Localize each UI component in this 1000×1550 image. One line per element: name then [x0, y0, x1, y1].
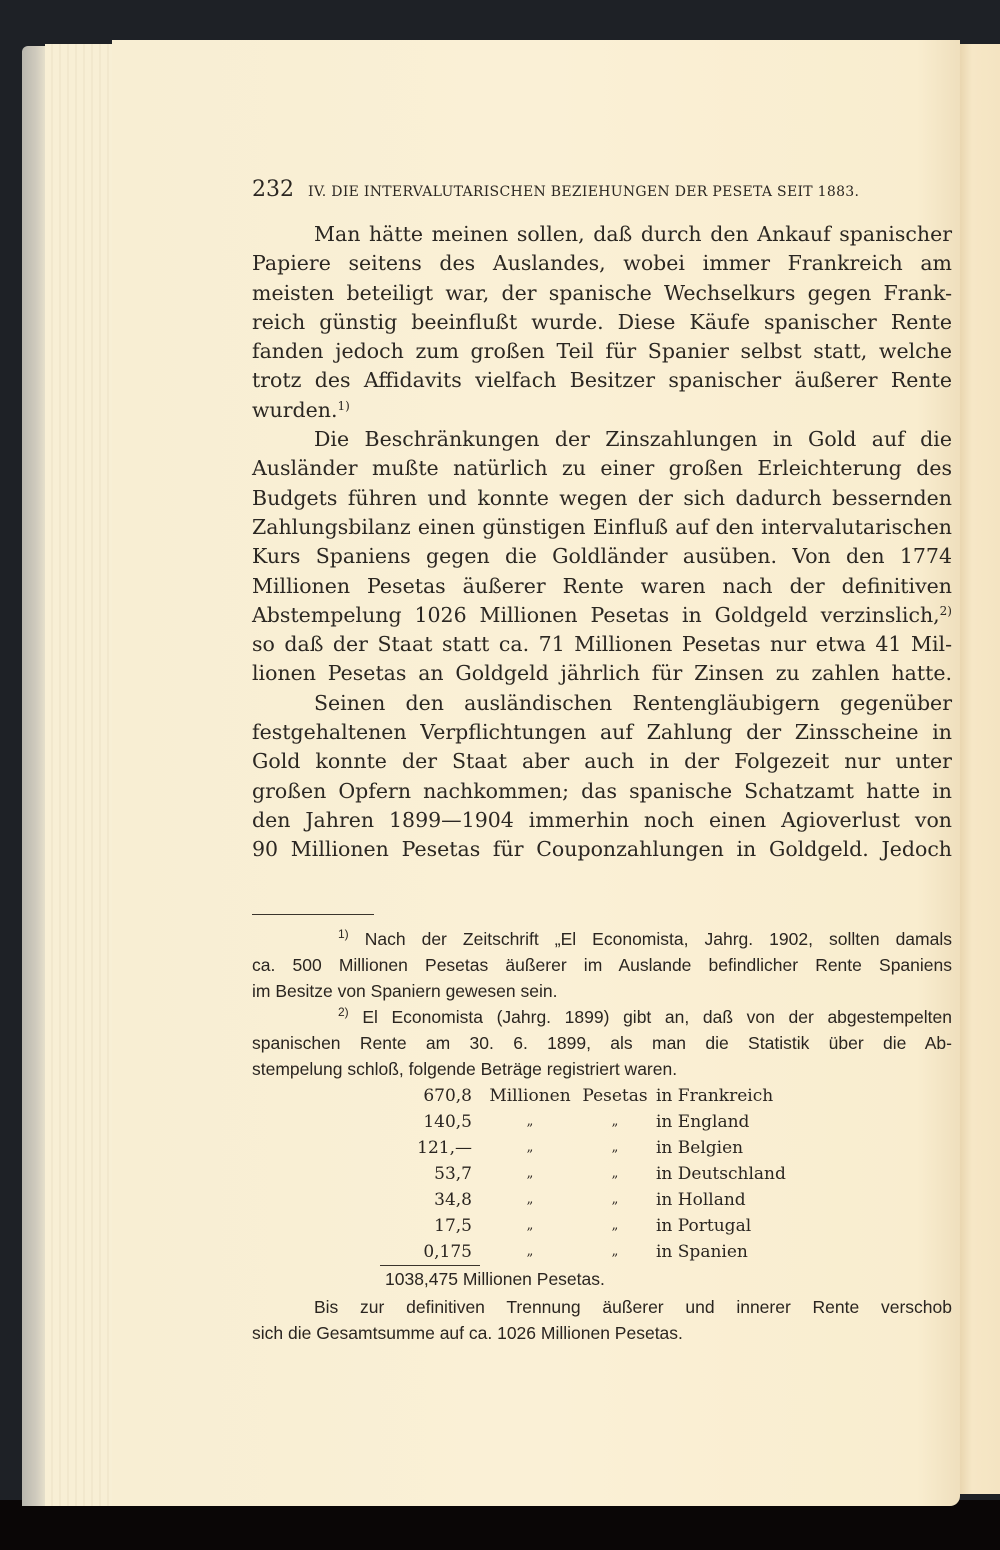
- ditto-mark: „: [611, 1192, 619, 1207]
- text-line: Ausländer mußte natürlich zu einer großen Erleichterung des: [252, 456, 952, 481]
- text-line: sich die Gesamtsumme auf ca. 1026 Millionen Pesetas.: [252, 1323, 683, 1343]
- amount-cell: 34,8: [434, 1190, 472, 1210]
- adjacent-page-edge: [960, 44, 1000, 1494]
- ditto-mark: „: [611, 1140, 619, 1155]
- footnote-ref-2[interactable]: 2): [939, 603, 952, 618]
- text-line: [252, 1004, 952, 1030]
- ditto-mark: „: [526, 1218, 534, 1233]
- text-line: Papiere seitens des Auslandes, wobei immer Frankreich am: [252, 251, 952, 276]
- footnote-marker-2: 2): [338, 1005, 349, 1019]
- ditto-mark: „: [526, 1192, 534, 1207]
- running-title: IV. DIE INTERVALUTARISCHEN BEZIEHUNGEN DER PESETA SEIT 1883.: [308, 184, 860, 200]
- main-text: [252, 220, 952, 865]
- text-line: [252, 926, 952, 952]
- text-line: [252, 396, 952, 425]
- text-line: reich günstig beeinflußt wurde. Diese Käufe spanischer Rente: [252, 309, 952, 334]
- running-header: [252, 177, 952, 202]
- text-line: im Besitze von Spaniern gewesen sein.: [252, 981, 558, 1001]
- scan-backdrop: [0, 1500, 1000, 1550]
- text-line: den Jahren 1899—1904 immerhin noch einen Agioverlust von: [252, 807, 952, 832]
- country-cell: in Frankreich: [656, 1086, 774, 1106]
- ditto-mark: „: [526, 1140, 534, 1155]
- ditto-mark: „: [526, 1166, 534, 1181]
- country-cell: in Portugal: [656, 1216, 752, 1236]
- text-line: fanden jedoch zum großen Teil für Spanier selbst statt, welche: [252, 339, 952, 364]
- amount-cell: 670,8: [423, 1086, 472, 1106]
- text-line: festgehaltenen Verpflichtungen auf Zahlung der Zinsscheine in: [252, 720, 952, 745]
- amount-cell: 140,5: [423, 1112, 472, 1132]
- paragraph-2: [252, 425, 952, 689]
- ditto-mark: „: [611, 1166, 619, 1181]
- country-cell: in Holland: [656, 1190, 746, 1210]
- amount-cell: 0,175: [380, 1239, 480, 1266]
- amount-cell: 53,7: [434, 1164, 472, 1184]
- footnote-2: [252, 1004, 952, 1082]
- paragraph-3: [252, 689, 952, 865]
- table-row: [380, 1135, 786, 1161]
- table-row: [380, 1109, 786, 1135]
- text-line: Budgets führen und konnte wegen der sich dadurch bessernden: [252, 485, 952, 510]
- text-line: Bis zur definitiven Trennung äußerer und innerer Rente verschob: [314, 1297, 952, 1317]
- footnote-1: [252, 926, 952, 1004]
- text-line: Kurs Spaniens gegen die Goldländer ausüben. Von den 1774: [252, 544, 952, 569]
- table-row: [380, 1187, 786, 1213]
- table-row: [380, 1083, 786, 1109]
- text-line: trotz des Affidavits vielfach Besitzer spanischer äußerer Rente: [252, 368, 952, 393]
- ditto-mark: „: [611, 1114, 619, 1129]
- amount-cell: 17,5: [434, 1216, 472, 1236]
- text-line: ca. 500 Millionen Pesetas äußerer im Auslande befindlicher Rente Spaniens: [252, 955, 952, 975]
- text-line: Zahlungsbilanz einen günstigen Einfluß auf den intervalutarischen: [252, 514, 952, 539]
- ditto-mark: „: [611, 1244, 619, 1260]
- table-row: [380, 1239, 786, 1266]
- country-cell: in Belgien: [656, 1138, 744, 1158]
- table-row: [380, 1161, 786, 1187]
- footnotes: [252, 926, 952, 1082]
- country-cell: in Deutschland: [656, 1164, 786, 1184]
- text-line: lionen Pesetas an Goldgeld jährlich für Zinsen zu zahlen hatte.: [252, 661, 952, 686]
- text-fragment: Nach der Zeitschrift „El Economista, Jahrg. 1902, sollten damals: [364, 929, 952, 949]
- rente-distribution-table: [380, 1083, 786, 1266]
- text-fragment: El Economista (Jahrg. 1899) gibt an, daß von der abgestempelten: [362, 1007, 952, 1027]
- text-line: 90 Millionen Pesetas für Couponzahlungen in Goldgeld. Jedoch: [252, 837, 952, 862]
- text-line: Man hätte meinen sollen, daß durch den Ankauf spanischer: [314, 222, 952, 246]
- text-line: Gold konnte der Staat aber auch in der Folgezeit nur unter: [252, 749, 952, 774]
- ditto-mark: „: [526, 1244, 534, 1260]
- ditto-mark: „: [611, 1218, 619, 1233]
- currency-cell: Pesetas: [582, 1086, 648, 1106]
- closing-note: [252, 1294, 952, 1346]
- unit-cell: Millionen: [489, 1086, 571, 1106]
- country-cell: in Spanien: [656, 1242, 748, 1263]
- page-number: 232: [252, 177, 294, 202]
- text-line: stempelung schloß, folgende Beträge registriert waren.: [252, 1059, 678, 1079]
- text-line: Seinen den ausländischen Rentengläubigern gegenüber: [314, 690, 952, 715]
- page-stack-lines: [45, 44, 115, 1506]
- amount-cell: 121,—: [417, 1138, 472, 1158]
- text-line: großen Opfern nachkommen; das spanische Schatzamt hatte in: [252, 778, 952, 803]
- text-line: Die Beschränkungen der Zinszahlungen in Gold auf die: [314, 427, 952, 452]
- text-line: spanischen Rente am 30. 6. 1899, als man die Statistik über die Ab-: [252, 1033, 952, 1053]
- paragraph-1: [252, 220, 952, 425]
- footnote-ref-1[interactable]: 1): [337, 398, 350, 413]
- ditto-mark: „: [526, 1114, 534, 1129]
- table-row: [380, 1213, 786, 1239]
- text-line: so daß der Staat statt ca. 71 Millionen Pesetas nur etwa 41 Mil-: [252, 632, 952, 657]
- text-fragment: wurden.: [252, 397, 338, 422]
- text-line: meisten beteiligt war, der spanische Wechselkurs gegen Frank-: [252, 280, 952, 305]
- table-total: 1038,475 Millionen Pesetas.: [385, 1269, 605, 1289]
- footnote-marker-1: 1): [338, 927, 349, 941]
- text-fragment: Abstempelung 1026 Millionen Pesetas in Goldgeld verzinslich,: [252, 602, 940, 627]
- country-cell: in England: [656, 1112, 750, 1132]
- text-line: [252, 601, 952, 630]
- footnote-divider: [252, 914, 374, 915]
- text-line: Millionen Pesetas äußerer Rente waren nach der definitiven: [252, 573, 952, 598]
